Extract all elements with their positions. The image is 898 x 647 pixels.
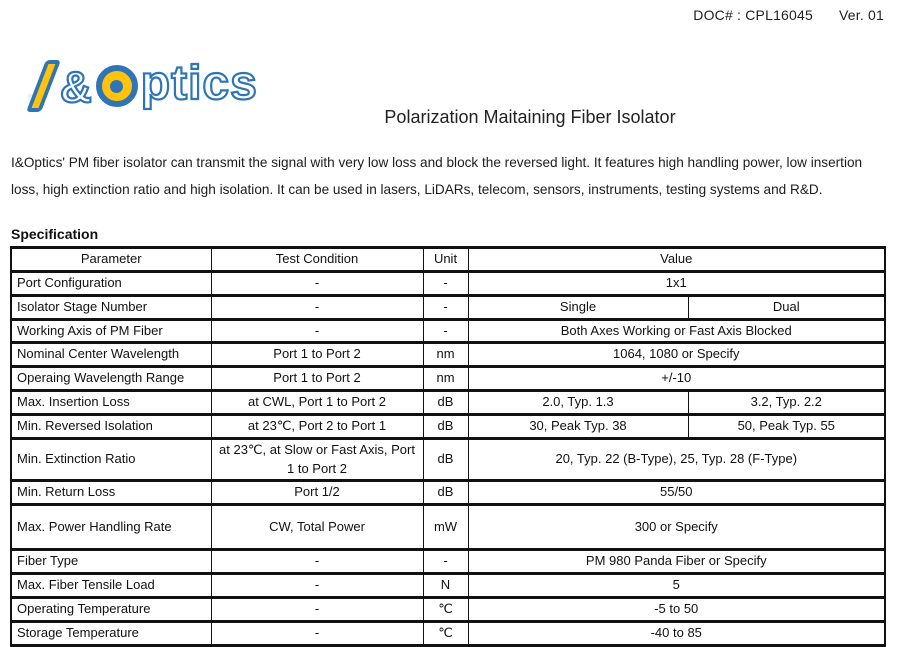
table-row: [11, 481, 885, 505]
cell-parameter: Min. Extinction Ratio: [11, 438, 211, 481]
cell-value-single: 2.0, Typ. 1.3: [468, 391, 688, 415]
cell-condition: -: [211, 597, 423, 621]
cell-parameter: Port Configuration: [11, 271, 211, 295]
cell-value: 1064, 1080 or Specify: [468, 343, 885, 367]
cell-condition: -: [211, 319, 423, 343]
doc-version: Ver. 01: [839, 7, 884, 23]
table-row: [11, 271, 885, 295]
cell-value: 55/50: [468, 481, 885, 505]
table-row: [11, 391, 885, 415]
specification-heading: Specification: [11, 226, 99, 242]
cell-condition: at CWL, Port 1 to Port 2: [211, 391, 423, 415]
specification-table: [10, 246, 886, 647]
cell-unit: ℃: [423, 621, 468, 645]
table-row: [11, 367, 885, 391]
cell-parameter: Storage Temperature: [11, 621, 211, 645]
table-row: [11, 621, 885, 645]
logo-o-lens-icon: [96, 65, 138, 107]
cell-value-single: Single: [468, 295, 688, 319]
cell-unit: -: [423, 271, 468, 295]
table-row: [11, 597, 885, 621]
table-row: [11, 550, 885, 574]
cell-value: Both Axes Working or Fast Axis Blocked: [468, 319, 885, 343]
cell-value: PM 980 Panda Fiber or Specify: [468, 550, 885, 574]
header-test-condition: Test Condition: [211, 248, 423, 272]
cell-condition: at 23℃, Port 2 to Port 1: [211, 414, 423, 438]
cell-unit: N: [423, 574, 468, 598]
cell-condition: -: [211, 295, 423, 319]
table-row: [11, 414, 885, 438]
cell-unit: dB: [423, 481, 468, 505]
cell-unit: dB: [423, 438, 468, 481]
cell-condition: at 23℃, at Slow or Fast Axis, Port 1 to Port 2: [211, 438, 423, 481]
cell-value: +/-10: [468, 367, 885, 391]
cell-value: 1x1: [468, 271, 885, 295]
cell-unit: dB: [423, 391, 468, 415]
table-row: [11, 319, 885, 343]
cell-value: -40 to 85: [468, 621, 885, 645]
cell-condition: -: [211, 271, 423, 295]
cell-value: 20, Typ. 22 (B-Type), 25, Typ. 28 (F-Type): [468, 438, 885, 481]
cell-parameter: Operaing Wavelength Range: [11, 367, 211, 391]
table-row: [11, 343, 885, 367]
cell-value-single: 30, Peak Typ. 38: [468, 414, 688, 438]
logo-o-dot-icon: [110, 80, 123, 93]
cell-unit: -: [423, 295, 468, 319]
cell-value: 300 or Specify: [468, 505, 885, 550]
logo-text: ptics: [140, 56, 258, 110]
cell-value-dual: 3.2, Typ. 2.2: [688, 391, 885, 415]
cell-value: 5: [468, 574, 885, 598]
cell-value-dual: Dual: [688, 295, 885, 319]
cell-condition: -: [211, 550, 423, 574]
cell-unit: nm: [423, 367, 468, 391]
cell-unit: mW: [423, 505, 468, 550]
cell-parameter: Operating Temperature: [11, 597, 211, 621]
ioptics-logo: [26, 56, 258, 120]
cell-value-dual: 50, Peak Typ. 55: [688, 414, 885, 438]
table-header-row: [11, 248, 885, 272]
cell-condition: CW, Total Power: [211, 505, 423, 550]
cell-condition: Port 1 to Port 2: [211, 343, 423, 367]
header-parameter: Parameter: [11, 248, 211, 272]
cell-parameter: Max. Insertion Loss: [11, 391, 211, 415]
table-row: [11, 505, 885, 550]
cell-unit: ℃: [423, 597, 468, 621]
cell-parameter: Min. Return Loss: [11, 481, 211, 505]
cell-parameter: Max. Power Handling Rate: [11, 505, 211, 550]
cell-condition: -: [211, 574, 423, 598]
cell-unit: dB: [423, 414, 468, 438]
logo-ampersand: &: [60, 63, 93, 112]
header-unit: Unit: [423, 248, 468, 272]
cell-parameter: Working Axis of PM Fiber: [11, 319, 211, 343]
cell-unit: nm: [423, 343, 468, 367]
cell-condition: Port 1 to Port 2: [211, 367, 423, 391]
cell-parameter: Nominal Center Wavelength: [11, 343, 211, 367]
cell-parameter: Min. Reversed Isolation: [11, 414, 211, 438]
doc-number-line: [693, 7, 884, 23]
cell-parameter: Isolator Stage Number: [11, 295, 211, 319]
table-row: [11, 574, 885, 598]
cell-unit: -: [423, 319, 468, 343]
cell-condition: -: [211, 621, 423, 645]
cell-value: -5 to 50: [468, 597, 885, 621]
cell-condition: Port 1/2: [211, 481, 423, 505]
table-row: [11, 438, 885, 481]
product-description: I&Optics' PM fiber isolator can transmit the signal with very low loss and block the reversed light. It features high handling power, low insertion loss, high extinction ratio and high isolation. It can be used in lasers, LiDARs, telecom, sensors, instruments, testing systems and R&D.: [11, 155, 863, 197]
logo-slash-i-icon: [26, 60, 61, 112]
doc-number: DOC# : CPL16045: [693, 7, 813, 23]
page-title: Polarization Maitaining Fiber Isolator: [384, 107, 676, 127]
table-row: [11, 295, 885, 319]
cell-parameter: Fiber Type: [11, 550, 211, 574]
header-value: Value: [468, 248, 885, 272]
cell-parameter: Max. Fiber Tensile Load: [11, 574, 211, 598]
cell-unit: -: [423, 550, 468, 574]
